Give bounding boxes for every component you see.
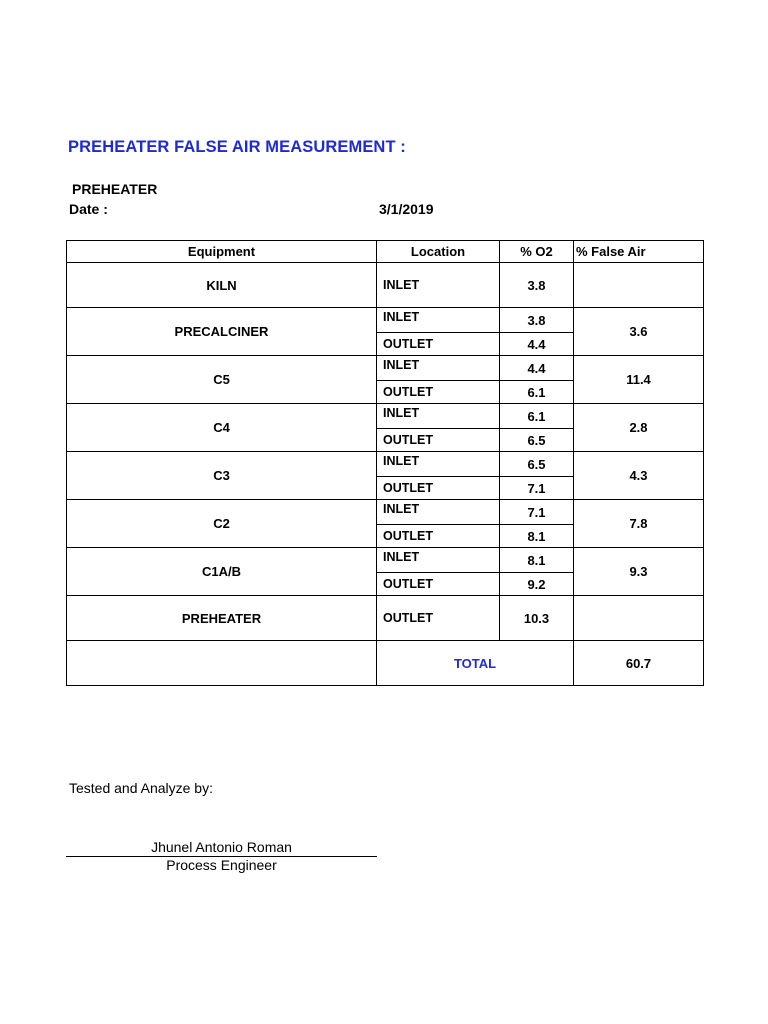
report-title: PREHEATER FALSE AIR MEASUREMENT : (68, 138, 406, 156)
equipment-cell: C5 (67, 356, 377, 404)
header-equipment: Equipment (67, 241, 377, 263)
equipment-cell: KILN (67, 263, 377, 308)
location-cell: INLET (377, 356, 500, 381)
location-cell: INLET (377, 452, 500, 477)
false-air-cell: 3.6 (574, 308, 704, 356)
date-value: 3/1/2019 (379, 201, 434, 217)
o2-cell: 4.4 (500, 333, 574, 356)
signatory-role: Process Engineer (166, 857, 277, 873)
equipment-cell: C3 (67, 452, 377, 500)
location-cell: OUTLET (377, 525, 500, 548)
o2-cell: 9.2 (500, 573, 574, 596)
total-label: TOTAL (377, 641, 574, 686)
false-air-cell: 2.8 (574, 404, 704, 452)
equipment-cell: C4 (67, 404, 377, 452)
false-air-table (66, 240, 704, 686)
o2-cell: 6.5 (500, 429, 574, 452)
false-air-cell: 9.3 (574, 548, 704, 596)
o2-cell: 6.1 (500, 404, 574, 429)
false-air-cell: 7.8 (574, 500, 704, 548)
o2-cell: 3.8 (500, 308, 574, 333)
location-cell: OUTLET (377, 573, 500, 596)
location-cell: OUTLET (377, 333, 500, 356)
o2-cell: 3.8 (500, 263, 574, 308)
table-row (67, 596, 704, 641)
equipment-cell: C1A/B (67, 548, 377, 596)
o2-cell: 6.5 (500, 452, 574, 477)
equipment-cell: C2 (67, 500, 377, 548)
tested-by-label: Tested and Analyze by: (69, 780, 213, 796)
location-cell: INLET (377, 308, 500, 333)
equipment-cell: PREHEATER (67, 596, 377, 641)
o2-cell: 7.1 (500, 500, 574, 525)
location-cell: OUTLET (377, 381, 500, 404)
o2-cell: 6.1 (500, 381, 574, 404)
signatory-name: Jhunel Antonio Roman (151, 839, 292, 855)
location-cell: OUTLET (377, 477, 500, 500)
o2-cell: 8.1 (500, 548, 574, 573)
header-location: Location (377, 241, 500, 263)
false-air-cell: 11.4 (574, 356, 704, 404)
table-row (67, 356, 704, 381)
location-cell: OUTLET (377, 429, 500, 452)
table-row (67, 263, 704, 308)
location-cell: INLET (377, 500, 500, 525)
table-row (67, 452, 704, 477)
false-air-cell (574, 596, 704, 641)
o2-cell: 7.1 (500, 477, 574, 500)
location-cell: INLET (377, 263, 500, 308)
o2-cell: 8.1 (500, 525, 574, 548)
total-empty-cell (67, 641, 377, 686)
false-air-cell (574, 263, 704, 308)
location-cell: INLET (377, 548, 500, 573)
report-subtitle: PREHEATER (72, 181, 158, 197)
location-cell: INLET (377, 404, 500, 429)
table-row (67, 308, 704, 333)
table-row (67, 500, 704, 525)
date-label: Date : (69, 201, 108, 217)
table-header-row (67, 241, 704, 263)
o2-cell: 4.4 (500, 356, 574, 381)
header-o2: % O2 (500, 241, 574, 263)
o2-cell: 10.3 (500, 596, 574, 641)
table-row (67, 404, 704, 429)
table-row (67, 548, 704, 573)
false-air-cell: 4.3 (574, 452, 704, 500)
total-value: 60.7 (574, 641, 704, 686)
total-row (67, 641, 704, 686)
equipment-cell: PRECALCINER (67, 308, 377, 356)
header-false-air: % False Air (574, 241, 704, 263)
location-cell: OUTLET (377, 596, 500, 641)
